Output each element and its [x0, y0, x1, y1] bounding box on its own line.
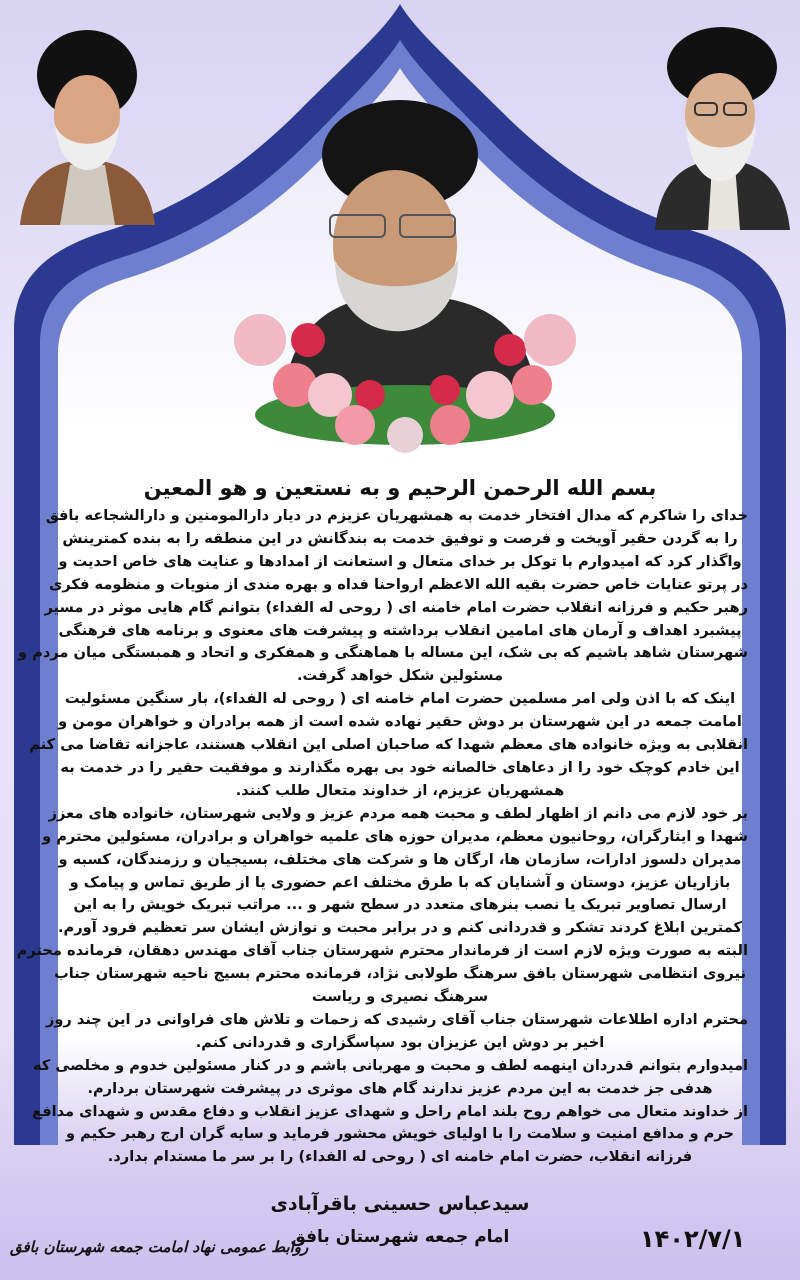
- message-line: مدیران دلسوز ادارات، سازمان ها، ارگان ها و شرکت های مختلف، بسیجیان و رزمندگان، کسبه و: [58, 850, 742, 868]
- message-line: در پرتو عنایات خاص حضرت بقیه الله الاعظم ارواحنا فداه و بهره مندی از منویات و منظومه فکری: [48, 575, 748, 593]
- message-line: اخیر بر دوش این عزیزان بود سپاسگزاری و قدردانی کنم.: [195, 1033, 605, 1051]
- left-portrait: [15, 15, 160, 225]
- message-line: محترم اداره اطلاعات شهرستان جناب آقای رشیدی که زحمات و تلاش های فراوانی در این چند روز: [45, 1010, 748, 1028]
- message-line: حرم و مدافع امنیت و سلامت را با اولیای خویش محشور فرماید و سایه گران ارج رهبر حکیم و: [66, 1125, 734, 1143]
- message-line: واگذار کرد که امیدوارم با توکل بر خدای متعال و استعانت از امدادها و عنایت های خاص احدیت و: [58, 552, 742, 570]
- message-line: شهدا و ایثارگران، روحانیون معظم، مدیران حوزه های علمیه خواهران و برادران، مسئولین محترم و: [42, 827, 748, 845]
- right-portrait: [650, 15, 795, 230]
- message-line: فرزانه انقلاب، حضرت امام خامنه ای ( روحی له الفداء) را بر سر ما مستدام بدارد.: [107, 1148, 693, 1166]
- message-line: شهرستان شاهد باشیم که بی شک، این مساله با هماهنگی و همفکری و اتحاد و همبستگی میان مردم و: [17, 644, 748, 662]
- message-line: کمترین ابلاغ کردند تشکر و قدردانی کنم و در برابر محبت و نوازش ایشان سر تعظیم فرود آورم.: [58, 919, 742, 937]
- message-line: را به گردن حقیر آویخت و فرصت و توفیق خدمت به بندگانش در این منطقه را به بنده کمترینش: [62, 529, 738, 547]
- message-line: البته به صورت ویژه لازم است از فرماندار محترم شهرستان جناب آقای مهندس دهقان، فرمانده محترم: [16, 942, 748, 960]
- message-line: از خداوند متعال می خواهم روح بلند امام راحل و شهدای عزیز انقلاب و دفاع مقدس و شهدای مدافع: [32, 1102, 748, 1120]
- message-body: [16, 505, 748, 1169]
- message-line: رهبر حکیم و فرزانه انقلاب حضرت امام خامنه ای ( روحی له الفداء) بتوانم گام هایی موثر در مسیر: [44, 598, 748, 616]
- date: ۱۴۰۲/۷/۱: [640, 1225, 746, 1253]
- message-line: ارسال تصاویر تبریک یا نصب بنرهای متعدد در سطح شهر و ... مراتب تبریک خویش را به این: [73, 896, 727, 914]
- signatory-name: سیدعباس حسینی باقرآبادی: [270, 1193, 530, 1215]
- message-line: پیشبرد اهداف و آرمان های امامین انقلاب برداشته و پیشرفت های معنوی و برنامه های فرهنگی: [58, 621, 742, 639]
- signatory-title: امام جمعه شهرستان بافق: [290, 1227, 510, 1247]
- message-line: مسئولین شکل خواهد گرفت.: [296, 667, 503, 685]
- publisher-caption: روابط عمومی نهاد امامت جمعه شهرستان بافق: [10, 1238, 309, 1256]
- message-line: بازاریان عزیز، دوستان و آشنایان که با طرق مختلف اعم حضوری یا از طریق تماس و پیامک و: [69, 873, 731, 891]
- message-line: اینک که با اذن ولی امر مسلمین حضرت امام خامنه ای ( روحی له الفداء)، بار سنگین مسئولیت: [64, 690, 736, 708]
- message-line: سرهنگ نصیری و ریاست: [311, 988, 489, 1006]
- message-line: انقلابی به ویژه خانواده های معظم شهدا که صاحبان اصلی این انقلاب هستند، عاجزانه تقاضا می کنم: [29, 736, 748, 754]
- message-line: هدفی جز خدمت به این مردم عزیز ندارند گام های موثری در پیشرفت شهرستان بردارم.: [87, 1079, 713, 1097]
- message-line: امیدوارم بتوانم قدردان اینهمه لطف و محبت و مهربانی باشم و در کنار مسئولین خدوم و مخلصی که: [32, 1056, 748, 1074]
- bismillah-heading: بسم الله الرحمن الرحیم و به نستعین و هو المعین: [143, 476, 657, 500]
- message-line: این خادم کوچک خود را از دعاهای خالصانه خود بی بهره مگذارند و موفقیت حقیر را در خدمت به: [60, 758, 740, 776]
- message-line: نیروی انتظامی شهرستان بافق سرهنگ طولابی نژاد، فرمانده محترم بسیج ناحیه شهرستان جناب: [54, 965, 746, 983]
- message-line: خدای را شاکرم که مدال افتخار خدمت به همشهریان عزیزم در دیار دارالمومنین و دارالشجاعه بافق: [45, 507, 748, 524]
- center-portrait: [220, 95, 590, 465]
- message-line: امامت جمعه در این شهرستان بر دوش حقیر نهاده شده است از همه برادران و خواهران مومن و: [58, 713, 742, 731]
- message-line: همشهریان عزیزم، از خداوند متعال طلب کنند.: [235, 781, 565, 799]
- message-line: بر خود لازم می دانم از اظهار لطف و محبت همه مردم عزیز و ولایی شهرستان، خانواده های معزز: [48, 804, 748, 822]
